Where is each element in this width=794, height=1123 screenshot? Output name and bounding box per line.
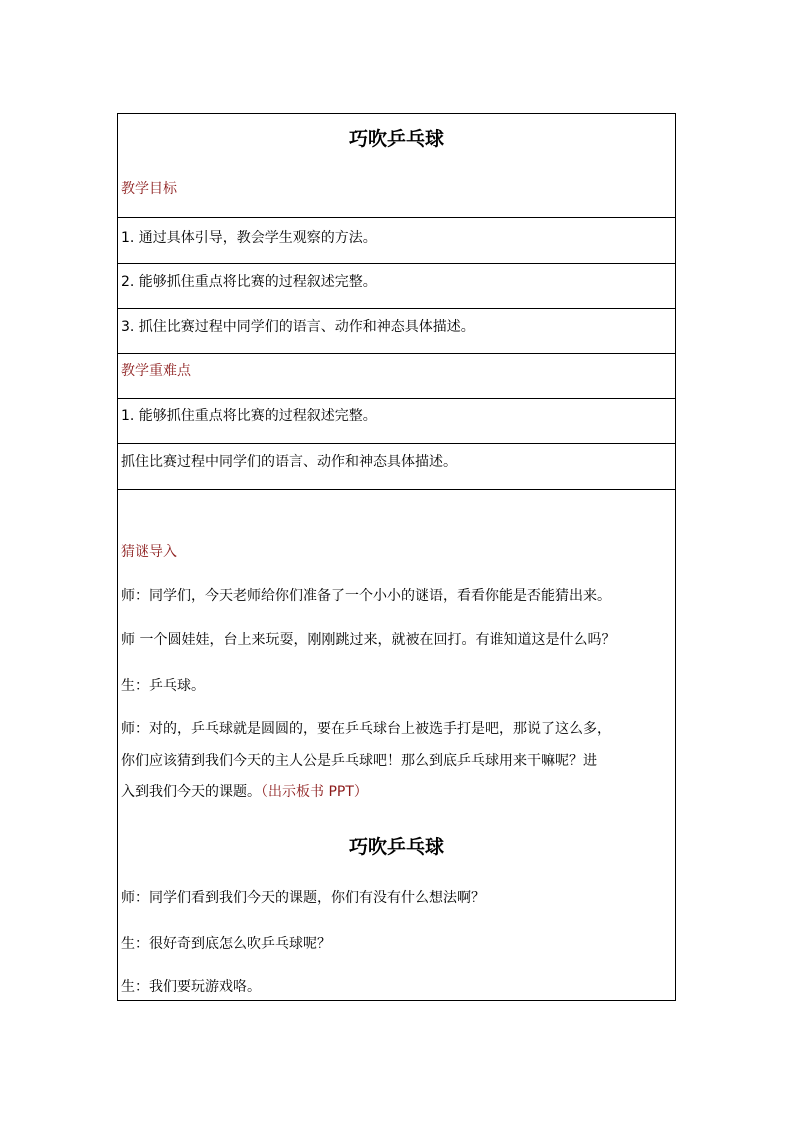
row-divider (118, 489, 675, 490)
lesson-plan-table (117, 113, 676, 1001)
dialog-line: 生：很好奇到底怎么吹乒乓球呢？ (121, 936, 331, 952)
lesson-title-repeat: 巧吹乒乓球 (348, 836, 444, 858)
goal-item-2: 2. 能够抓住重点将比赛的过程叙述完整。 (121, 274, 377, 290)
dialog-line: 师 一个圆娃娃，台上来玩耍，刚刚跳过来，就被在回打。有谁知道这是什么吗？ (121, 632, 616, 648)
row-divider (118, 308, 675, 309)
row-divider (118, 443, 675, 444)
lesson-title: 巧吹乒乓球 (348, 128, 444, 150)
dialog-line: 师：对的，乒乓球就是圆圆的，要在乒乓球台上被选手打是吧，那说了这么多， (121, 721, 611, 737)
dialog-line: 师：同学们，今天老师给你们准备了一个小小的谜语，看看你能是否能猜出来。 (121, 588, 611, 604)
dialog-line: 师：同学们看到我们今天的课题，你们有没有什么想法啊？ (121, 890, 485, 906)
row-divider (118, 263, 675, 264)
dialog-line: 你们应该猜到我们今天的主人公是乒乓球吧！那么到底乒乓球用来干嘛呢？进 (121, 753, 597, 769)
row-divider (118, 217, 675, 218)
intro-heading: 猜谜导入 (121, 544, 177, 560)
goals-heading: 教学目标 (121, 181, 177, 197)
row-divider (118, 398, 675, 399)
board-note: （出示板书 PPT） (261, 784, 368, 800)
row-divider (118, 353, 675, 354)
goal-item-3: 3. 抓住比赛过程中同学们的语言、动作和神态具体描述。 (121, 319, 475, 335)
key-point-1: 1. 能够抓住重点将比赛的过程叙述完整。 (121, 408, 377, 424)
dialog-line (121, 781, 368, 801)
goal-item-1: 1. 通过具体引导，教会学生观察的方法。 (121, 230, 377, 246)
key-points-heading: 教学重难点 (121, 363, 191, 379)
dialog-line: 生：我们要玩游戏咯。 (121, 979, 261, 995)
dialog-text: 入到我们今天的课题。 (121, 784, 261, 800)
dialog-line: 生：乒乓球。 (121, 678, 205, 694)
key-point-2: 抓住比赛过程中同学们的语言、动作和神态具体描述。 (121, 454, 457, 470)
